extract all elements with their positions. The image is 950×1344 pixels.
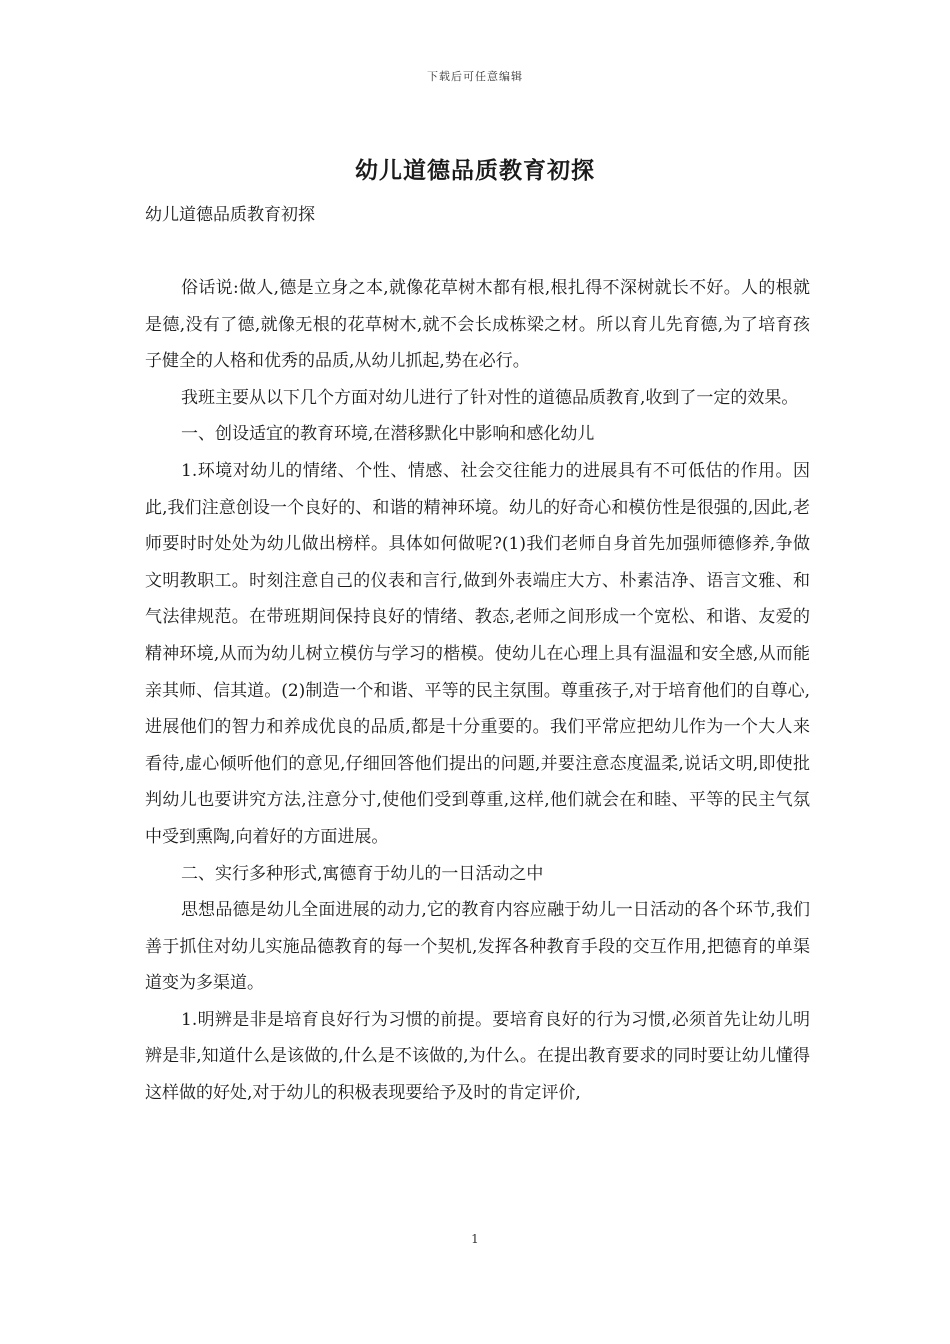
section-heading: 一、创设适宜的教育环境,在潜移默化中影响和感化幼儿 [181,424,595,445]
paragraph: 1.环境对幼儿的情绪、个性、情感、社会交往能力的进展具有不可低估的作用。因此,我们注意创设一个良好的、和谐的精神环境。幼儿的好奇心和模仿性是很强的,因此,老师要时时处处为幼儿做出榜样。具体如何做呢?(1)我们老师自身首先加强师德修养,争做文明教职工。时刻注意自己的仪表和言行,做到外表端庄大方、朴素洁净、语言文雅、和气法律规范。在带班期间保持良好的情绪、教态,老师之间形成一个宽松、和谐、友爱的精神环境,从而为幼儿树立模仿与学习的楷模。使幼儿在心理上具有温温和安全感,从而能亲其师、信其道。(2)制造一个和谐、平等的民主氛围。尊重孩子,对于培育他们的自尊心,进展他们的智力和养成优良的品质,都是十分重要的。我们平常应把幼儿作为一个大人来看待,虚心倾听他们的意见,仔细回答他们提出的问题,并要注意态度温柔,说话文明,即使批判幼儿也要讲究方法,注意分寸,使他们受到尊重,这样,他们就会在和睦、平等的民主气氛中受到熏陶,向着好的方面进展。 [145,460,810,847]
paragraph: 俗话说:做人,德是立身之本,就像花草树木都有根,根扎得不深树就长不好。人的根就是德,没有了德,就像无根的花草树木,就不会长成栋梁之材。所以育儿先育德,为了培育孩子健全的人格和优秀的品质,从幼儿抓起,势在必行。 [145,278,810,372]
document-title: 幼儿道德品质教育初探 [355,157,595,184]
document-body [145,270,810,1112]
paragraph: 我班主要从以下几个方面对幼儿进行了针对性的道德品质教育,收到了一定的效果。 [181,387,799,408]
paragraph: 思想品德是幼儿全面进展的动力,它的教育内容应融于幼儿一日活动的各个环节,我们善于抓住对幼儿实施品德教育的每一个契机,发挥各种教育手段的交互作用,把德育的单渠道变为多渠道。 [145,900,810,994]
header-note: 下载后可任意编辑 [427,70,523,83]
page-number: 1 [471,1232,479,1246]
document-subtitle: 幼儿道德品质教育初探 [145,205,315,225]
paragraph: 1.明辨是非是培育良好行为习惯的前提。要培育良好的行为习惯,必须首先让幼儿明辨是非,知道什么是该做的,什么是不该做的,为什么。在提出教育要求的同时要让幼儿懂得这样做的好处,对于幼儿的积极表现要给予及时的肯定评价, [145,1009,810,1104]
section-heading: 二、实行多种形式,寓德育于幼儿的一日活动之中 [181,863,544,884]
